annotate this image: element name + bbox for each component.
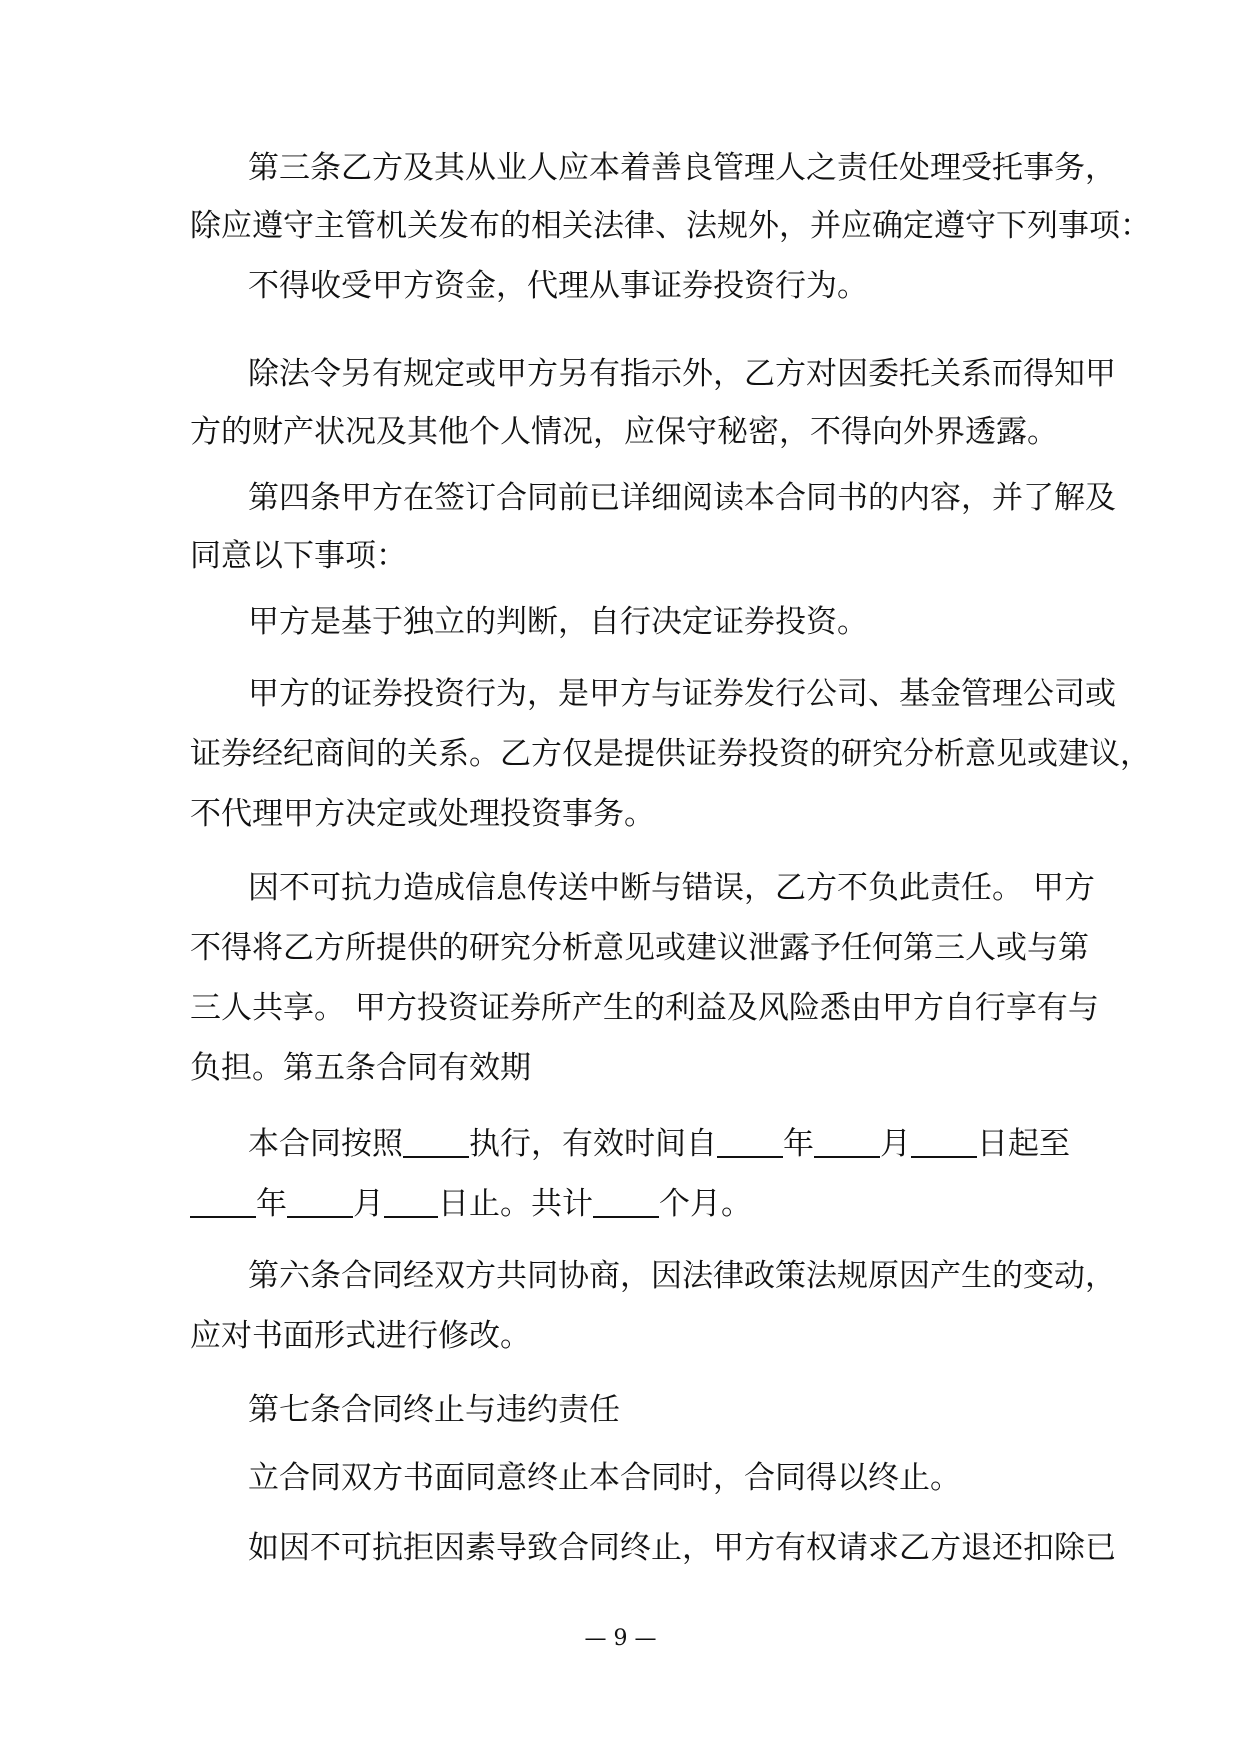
blank-field xyxy=(593,1186,659,1218)
page-number: — 9 — xyxy=(584,1626,657,1651)
term-text: 年 xyxy=(783,1126,814,1162)
paragraph-line: 负担。第五条合同有效期 xyxy=(190,1050,531,1086)
term-text: 年 xyxy=(256,1186,287,1222)
term-text: 日起至 xyxy=(977,1126,1070,1162)
paragraph-line: 应对书面形式进行修改。 xyxy=(190,1318,531,1354)
blank-field xyxy=(287,1186,353,1218)
paragraph-line: 证券经纪商间的关系。乙方仅是提供证券投资的研究分析意见或建议， xyxy=(190,736,1151,772)
paragraph-line: 除应遵守主管机关发布的相关法律、法规外，并应确定遵守下列事项： xyxy=(190,208,1151,244)
paragraph-line: 除法令另有规定或甲方另有指示外，乙方对因委托关系而得知甲 xyxy=(248,356,1116,392)
contract-term-line xyxy=(248,1122,1070,1164)
term-text: 日止。共计 xyxy=(438,1186,593,1222)
paragraph-line: 甲方的证券投资行为，是甲方与证券发行公司、基金管理公司或 xyxy=(248,676,1116,712)
term-text: 本合同按照 xyxy=(248,1126,403,1162)
paragraph-line: 第六条合同经双方共同协商，因法律政策法规原因产生的变动， xyxy=(248,1258,1116,1294)
paragraph-line: 三人共享。 甲方投资证券所产生的利益及风险悉由甲方自行享有与 xyxy=(190,990,1099,1026)
paragraph-line: 因不可抗力造成信息传送中断与错误，乙方不负此责任。 甲方 xyxy=(248,870,1095,906)
term-text: 个月。 xyxy=(659,1186,752,1222)
blank-field xyxy=(717,1126,783,1158)
paragraph-line: 立合同双方书面同意终止本合同时，合同得以终止。 xyxy=(248,1460,961,1496)
paragraph-line: 同意以下事项： xyxy=(190,538,407,574)
paragraph-line: 不得收受甲方资金，代理从事证券投资行为。 xyxy=(248,268,868,304)
blank-field xyxy=(190,1186,256,1218)
blank-field xyxy=(384,1186,438,1218)
paragraph-line: 第四条甲方在签订合同前已详细阅读本合同书的内容，并了解及 xyxy=(248,480,1116,516)
paragraph-line: 不得将乙方所提供的研究分析意见或建议泄露予任何第三人或与第 xyxy=(190,930,1089,966)
paragraph-line: 不代理甲方决定或处理投资事务。 xyxy=(190,796,655,832)
paragraph-line: 如因不可抗拒因素导致合同终止，甲方有权请求乙方退还扣除已 xyxy=(248,1530,1116,1566)
blank-field xyxy=(911,1126,977,1158)
contract-term-line xyxy=(190,1182,1060,1224)
section-heading: 第七条合同终止与违约责任 xyxy=(248,1392,620,1428)
blank-field xyxy=(814,1126,880,1158)
term-text: 执行，有效时间自 xyxy=(469,1126,717,1162)
paragraph-line: 第三条乙方及其从业人应本着善良管理人之责任处理受托事务， xyxy=(248,150,1116,186)
paragraph-line: 方的财产状况及其他个人情况，应保守秘密，不得向外界透露。 xyxy=(190,414,1058,450)
term-text: 月 xyxy=(353,1186,384,1222)
blank-field xyxy=(403,1126,469,1158)
paragraph-line: 甲方是基于独立的判断，自行决定证券投资。 xyxy=(248,604,868,640)
term-text: 月 xyxy=(880,1126,911,1162)
